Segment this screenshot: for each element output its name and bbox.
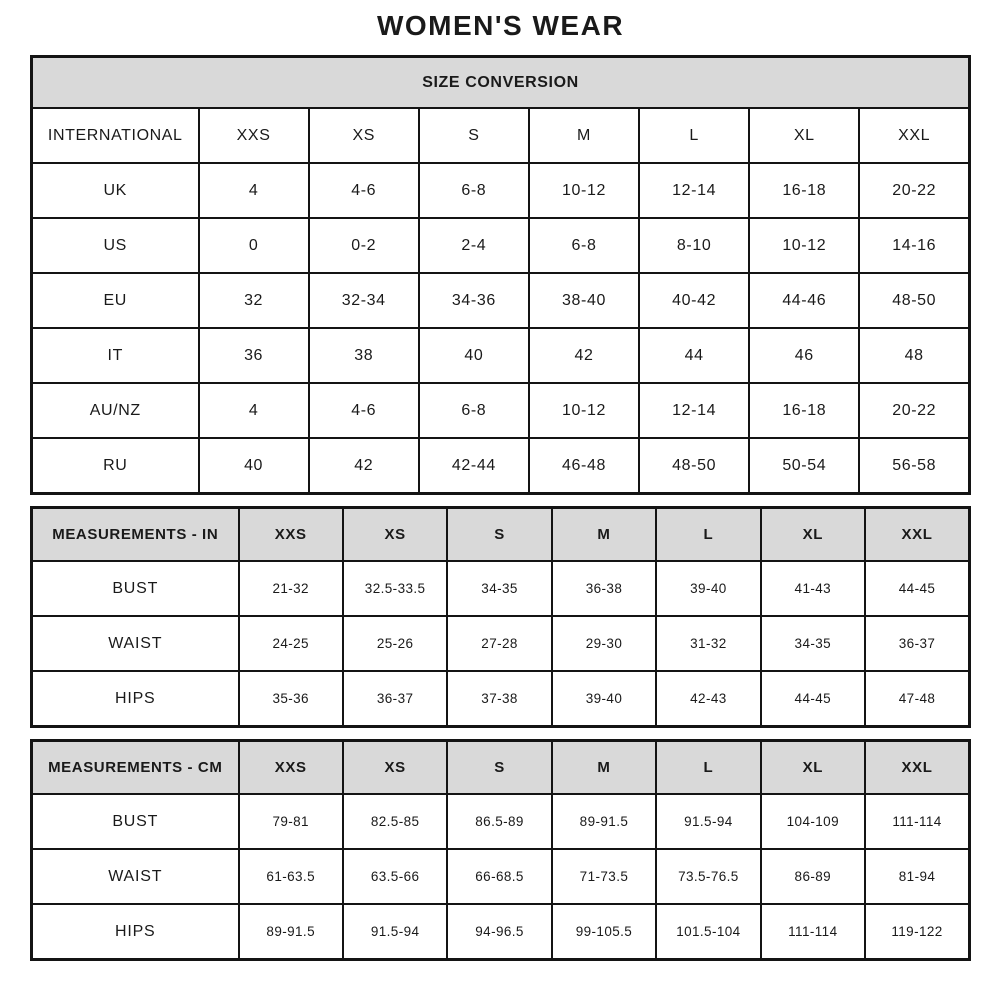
row-label: EU <box>32 273 199 328</box>
value-cell: 20-22 <box>859 163 969 218</box>
value-cell: 0 <box>199 218 309 273</box>
size-column-header: S <box>447 741 551 795</box>
value-cell: 14-16 <box>859 218 969 273</box>
size-column-header: L <box>656 741 760 795</box>
measurements_cm-header-row <box>32 741 970 795</box>
table-row <box>32 273 970 328</box>
value-cell: 36-37 <box>865 616 969 671</box>
value-cell: 94-96.5 <box>447 904 551 960</box>
value-cell: 34-35 <box>761 616 865 671</box>
table-row <box>32 328 970 383</box>
value-cell: 46-48 <box>529 438 639 494</box>
size-column-header: XXL <box>865 741 969 795</box>
value-cell: 66-68.5 <box>447 849 551 904</box>
measurements-in-table-body <box>32 508 970 727</box>
row-label: IT <box>32 328 199 383</box>
value-cell: 101.5-104 <box>656 904 760 960</box>
size-conversion-table <box>30 55 971 495</box>
size-column-header: XXS <box>239 741 343 795</box>
value-cell: 36-38 <box>552 561 656 616</box>
value-cell: 61-63.5 <box>239 849 343 904</box>
value-cell: 91.5-94 <box>343 904 447 960</box>
table-row <box>32 849 970 904</box>
value-cell: 39-40 <box>656 561 760 616</box>
value-cell: 44-45 <box>761 671 865 727</box>
size_conversion-banner-title: SIZE CONVERSION <box>32 57 970 109</box>
value-cell: 91.5-94 <box>656 794 760 849</box>
value-cell: 34-35 <box>447 561 551 616</box>
size-column-header: L <box>639 108 749 163</box>
value-cell: 119-122 <box>865 904 969 960</box>
value-cell: 32 <box>199 273 309 328</box>
value-cell: 25-26 <box>343 616 447 671</box>
value-cell: 41-43 <box>761 561 865 616</box>
table-row <box>32 383 970 438</box>
value-cell: 16-18 <box>749 163 859 218</box>
value-cell: 21-32 <box>239 561 343 616</box>
table-row <box>32 794 970 849</box>
value-cell: 20-22 <box>859 383 969 438</box>
value-cell: 10-12 <box>529 383 639 438</box>
value-cell: 6-8 <box>419 383 529 438</box>
value-cell: 4 <box>199 383 309 438</box>
row-label: UK <box>32 163 199 218</box>
value-cell: 36 <box>199 328 309 383</box>
value-cell: 31-32 <box>656 616 760 671</box>
size-column-header: XS <box>309 108 419 163</box>
size-column-header: S <box>419 108 529 163</box>
table-row <box>32 218 970 273</box>
size-column-header: XXL <box>865 508 969 562</box>
value-cell: 104-109 <box>761 794 865 849</box>
value-cell: 4 <box>199 163 309 218</box>
value-cell: 40 <box>199 438 309 494</box>
value-cell: 16-18 <box>749 383 859 438</box>
value-cell: 6-8 <box>529 218 639 273</box>
value-cell: 46 <box>749 328 859 383</box>
table-row <box>32 163 970 218</box>
value-cell: 86.5-89 <box>447 794 551 849</box>
value-cell: 111-114 <box>761 904 865 960</box>
value-cell: 50-54 <box>749 438 859 494</box>
size-column-header: L <box>656 508 760 562</box>
size-column-header: XS <box>343 741 447 795</box>
page-title: WOMEN'S WEAR <box>376 10 625 41</box>
value-cell: 63.5-66 <box>343 849 447 904</box>
value-cell: 111-114 <box>865 794 969 849</box>
size-column-header: XXS <box>199 108 309 163</box>
size-column-header: M <box>552 508 656 562</box>
measurements_cm-header-label: MEASUREMENTS - CM <box>32 741 239 795</box>
value-cell: 89-91.5 <box>552 794 656 849</box>
value-cell: 99-105.5 <box>552 904 656 960</box>
value-cell: 12-14 <box>639 163 749 218</box>
value-cell: 44 <box>639 328 749 383</box>
size-column-header: XXS <box>239 508 343 562</box>
row-label: BUST <box>32 794 239 849</box>
row-label: BUST <box>32 561 239 616</box>
table-row <box>32 904 970 960</box>
value-cell: 10-12 <box>529 163 639 218</box>
size-column-header: XXL <box>859 108 969 163</box>
row-label: WAIST <box>32 849 239 904</box>
value-cell: 42-43 <box>656 671 760 727</box>
size-column-header: S <box>447 508 551 562</box>
value-cell: 47-48 <box>865 671 969 727</box>
value-cell: 34-36 <box>419 273 529 328</box>
size_conversion-header-row <box>32 108 970 163</box>
value-cell: 73.5-76.5 <box>656 849 760 904</box>
value-cell: 42 <box>529 328 639 383</box>
value-cell: 0-2 <box>309 218 419 273</box>
value-cell: 44-45 <box>865 561 969 616</box>
row-label: RU <box>32 438 199 494</box>
value-cell: 32-34 <box>309 273 419 328</box>
value-cell: 29-30 <box>552 616 656 671</box>
row-label: AU/NZ <box>32 383 199 438</box>
size-column-header: XL <box>761 508 865 562</box>
value-cell: 44-46 <box>749 273 859 328</box>
value-cell: 24-25 <box>239 616 343 671</box>
value-cell: 56-58 <box>859 438 969 494</box>
row-label: WAIST <box>32 616 239 671</box>
size_conversion-header-label: INTERNATIONAL <box>32 108 199 163</box>
table-row <box>32 616 970 671</box>
value-cell: 35-36 <box>239 671 343 727</box>
value-cell: 82.5-85 <box>343 794 447 849</box>
table-row <box>32 561 970 616</box>
row-label: US <box>32 218 199 273</box>
measurements-cm-table <box>30 739 971 961</box>
value-cell: 48-50 <box>639 438 749 494</box>
row-label: HIPS <box>32 671 239 727</box>
value-cell: 79-81 <box>239 794 343 849</box>
value-cell: 38 <box>309 328 419 383</box>
value-cell: 39-40 <box>552 671 656 727</box>
size-chart-page <box>30 0 971 961</box>
value-cell: 42-44 <box>419 438 529 494</box>
size_conversion-banner-row <box>32 57 970 109</box>
size-column-header: M <box>552 741 656 795</box>
value-cell: 12-14 <box>639 383 749 438</box>
size-column-header: XL <box>749 108 859 163</box>
value-cell: 32.5-33.5 <box>343 561 447 616</box>
value-cell: 8-10 <box>639 218 749 273</box>
value-cell: 2-4 <box>419 218 529 273</box>
value-cell: 27-28 <box>447 616 551 671</box>
measurements-cm-table-body <box>32 741 970 960</box>
value-cell: 38-40 <box>529 273 639 328</box>
value-cell: 4-6 <box>309 383 419 438</box>
value-cell: 37-38 <box>447 671 551 727</box>
value-cell: 42 <box>309 438 419 494</box>
measurements_in-header-label: MEASUREMENTS - IN <box>32 508 239 562</box>
table-row <box>32 671 970 727</box>
row-label: HIPS <box>32 904 239 960</box>
table-row <box>32 438 970 494</box>
size-conversion-table-body <box>32 57 970 494</box>
value-cell: 48-50 <box>859 273 969 328</box>
value-cell: 36-37 <box>343 671 447 727</box>
value-cell: 48 <box>859 328 969 383</box>
value-cell: 86-89 <box>761 849 865 904</box>
size-column-header: XL <box>761 741 865 795</box>
size-column-header: XS <box>343 508 447 562</box>
value-cell: 10-12 <box>749 218 859 273</box>
value-cell: 40-42 <box>639 273 749 328</box>
value-cell: 71-73.5 <box>552 849 656 904</box>
value-cell: 89-91.5 <box>239 904 343 960</box>
value-cell: 40 <box>419 328 529 383</box>
value-cell: 4-6 <box>309 163 419 218</box>
size-column-header: M <box>529 108 639 163</box>
measurements_in-header-row <box>32 508 970 562</box>
value-cell: 81-94 <box>865 849 969 904</box>
measurements-in-table <box>30 506 971 728</box>
value-cell: 6-8 <box>419 163 529 218</box>
